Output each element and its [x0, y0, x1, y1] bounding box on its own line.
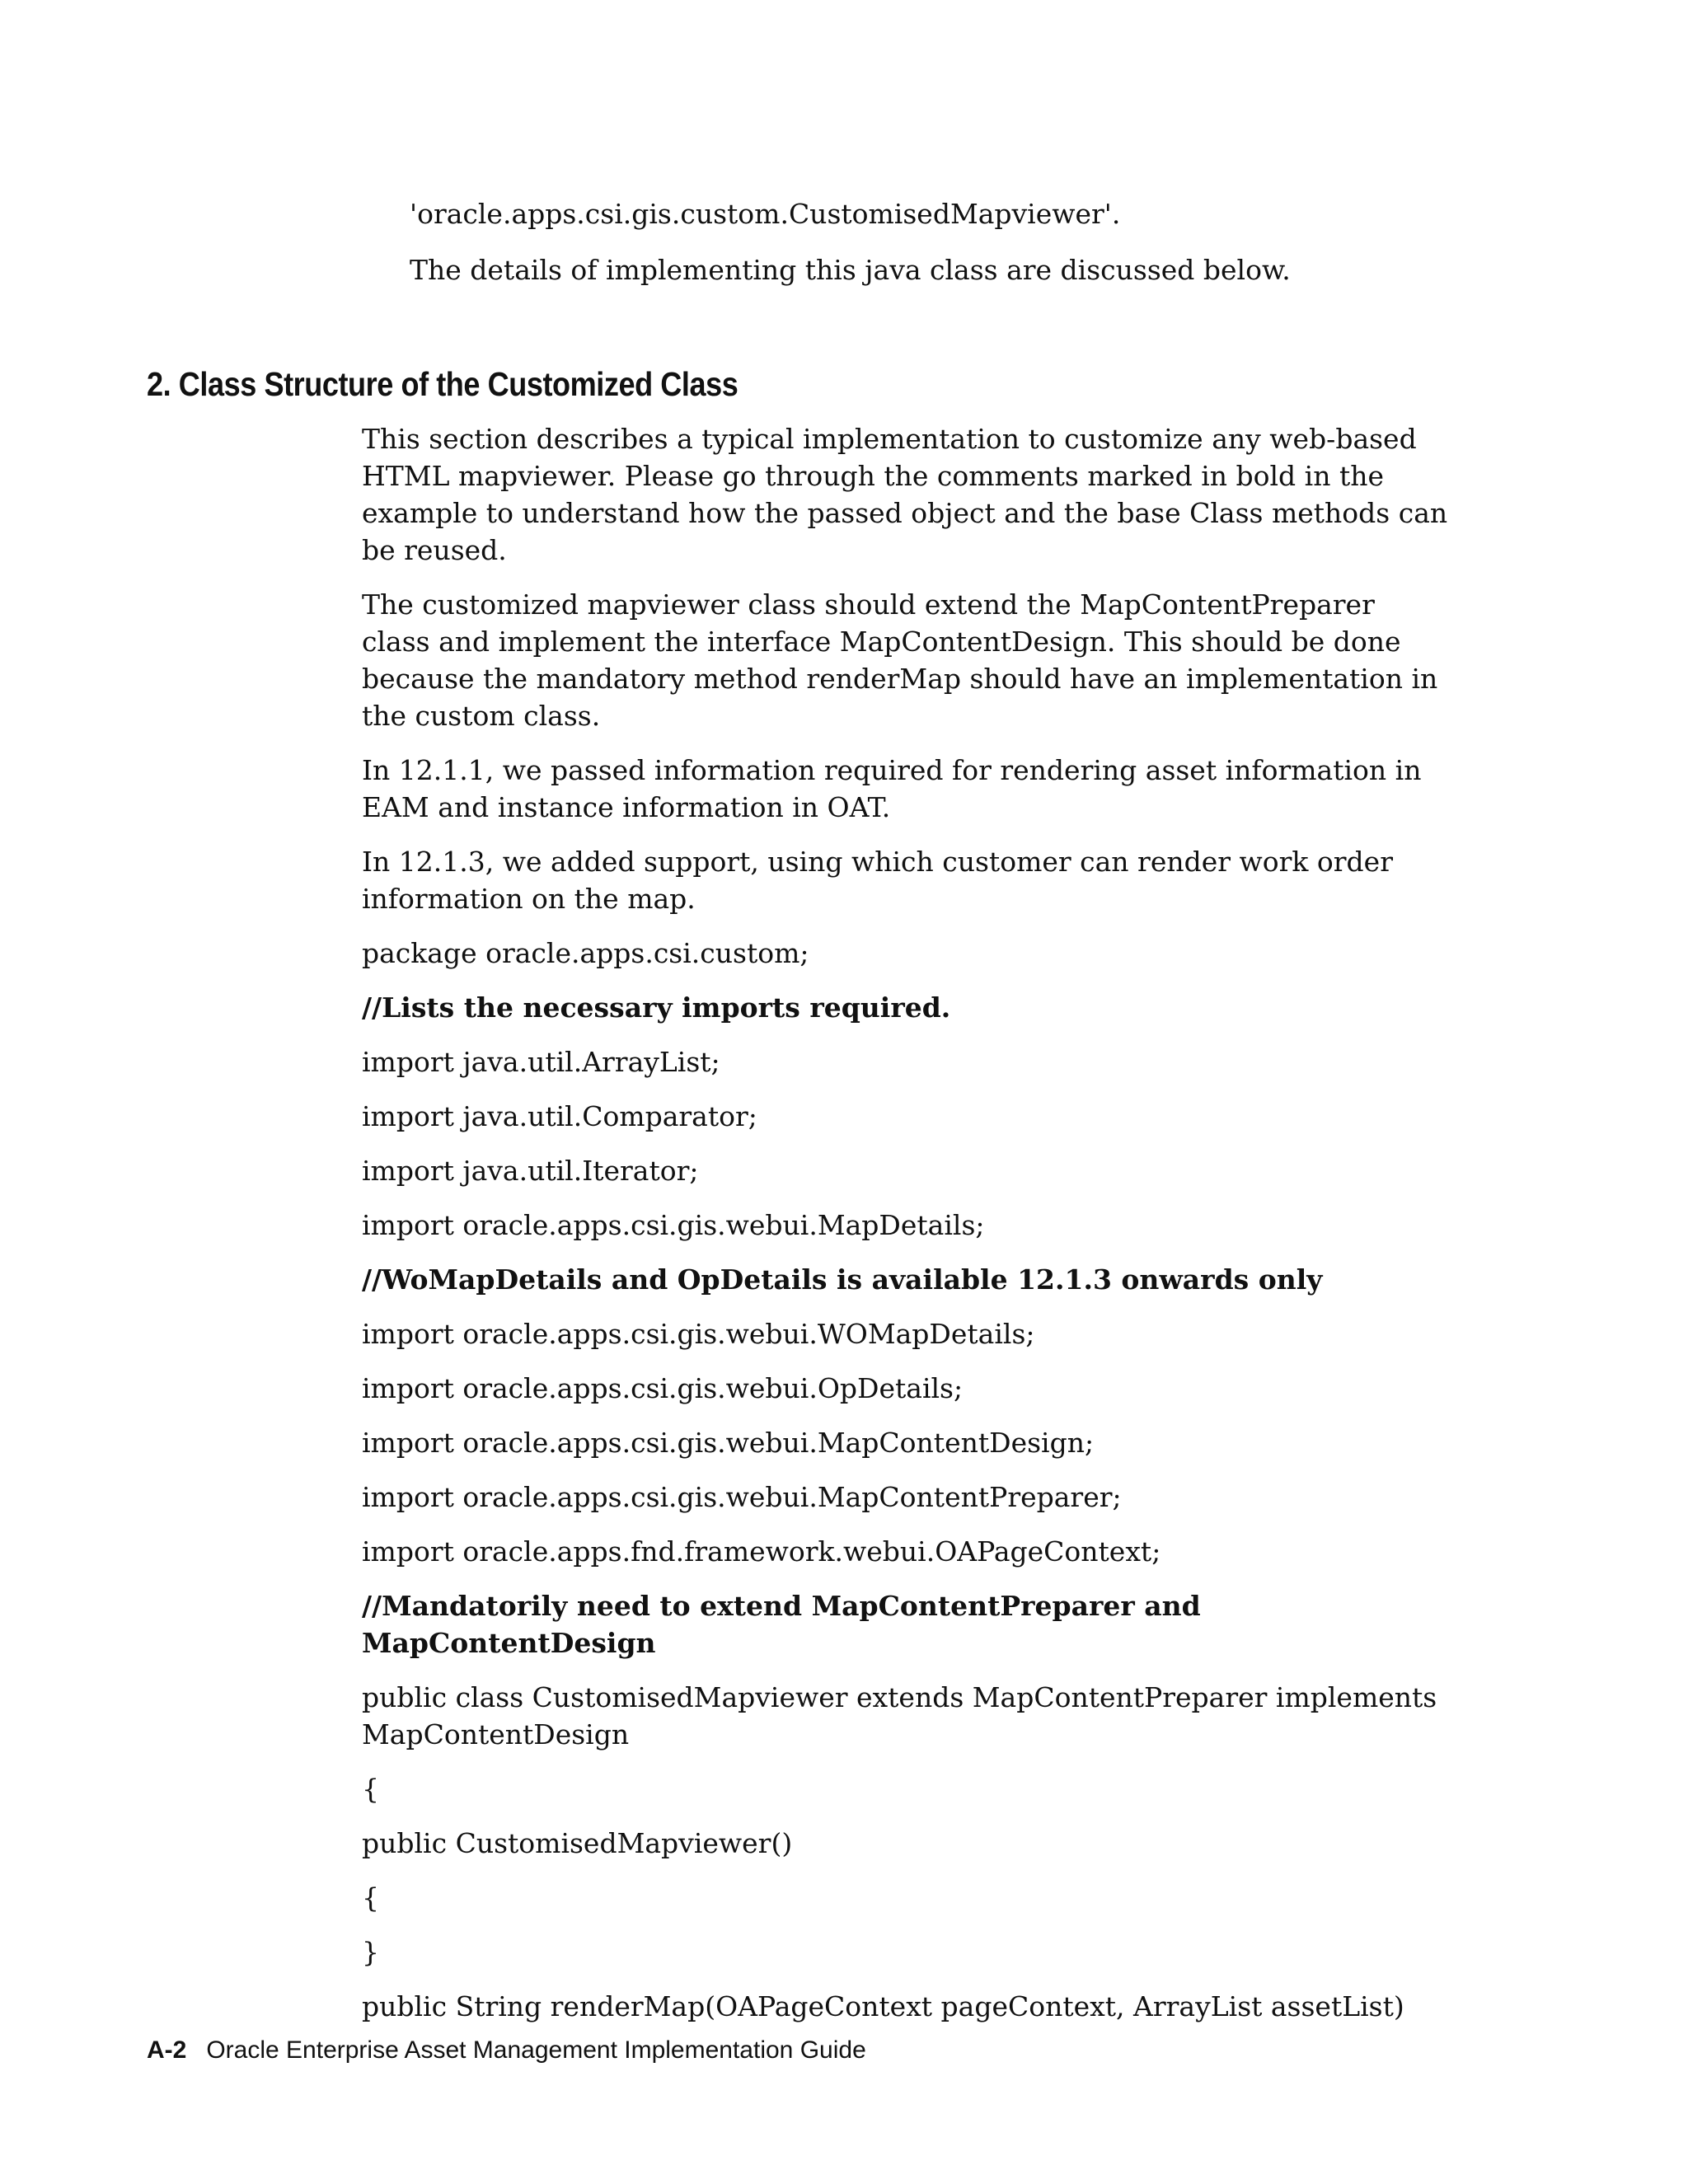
paragraph: In 12.1.3, we added support, using which customer can render work order information on the map.	[362, 846, 1393, 915]
code-comment: //Mandatorily need to extend MapContentPreparer and MapContentDesign	[362, 1590, 1201, 1659]
code-comment: //WoMapDetails and OpDetails is available 12.1.3 onwards only	[362, 1263, 1323, 1296]
code-line: {	[362, 1773, 379, 1805]
section-body	[362, 420, 1450, 2042]
code-line: import oracle.apps.fnd.framework.webui.OAPageContext;	[362, 1535, 1161, 1568]
class-name-line: 'oracle.apps.csi.gis.custom.CustomisedMapviewer'.	[410, 198, 1121, 230]
code-line: import oracle.apps.csi.gis.webui.WOMapDetails;	[362, 1318, 1035, 1350]
page-footer	[147, 2036, 866, 2065]
book-title: Oracle Enterprise Asset Management Implementation Guide	[206, 2036, 866, 2064]
code-line: {	[362, 1882, 379, 1914]
code-line: public class CustomisedMapviewer extends MapContentPreparer implements MapContentDesign	[362, 1681, 1437, 1750]
code-line: package oracle.apps.csi.custom;	[362, 937, 809, 969]
section-heading: 2. Class Structure of the Customized Class	[147, 365, 738, 403]
code-line: public String renderMap(OAPageContext pageContext, ArrayList assetList)	[362, 1990, 1404, 2022]
page-number: A-2	[147, 2036, 187, 2064]
paragraph: This section describes a typical implementation to customize any web-based HTML mapviewer. Please go through the comments marked in bold in the example to understand how the passed object and the base Class methods can be reused.	[362, 423, 1448, 566]
code-line: public CustomisedMapviewer()	[362, 1827, 793, 1859]
code-comment: //Lists the necessary imports required.	[362, 991, 951, 1024]
code-line: }	[362, 1936, 379, 1968]
code-line: import oracle.apps.csi.gis.webui.OpDetails;	[362, 1372, 964, 1404]
code-line: import oracle.apps.csi.gis.webui.MapContentPreparer;	[362, 1481, 1122, 1513]
code-line: import oracle.apps.csi.gis.webui.MapDetails;	[362, 1209, 985, 1241]
paragraph: In 12.1.1, we passed information required for rendering asset information in EAM and instance information in OAT.	[362, 754, 1422, 823]
code-line: import oracle.apps.csi.gis.webui.MapContentDesign;	[362, 1427, 1095, 1459]
intro-text	[410, 196, 1448, 308]
code-line: import java.util.ArrayList;	[362, 1046, 720, 1078]
code-line: import java.util.Iterator;	[362, 1155, 699, 1187]
intro-sentence: The details of implementing this java class are discussed below.	[410, 254, 1291, 286]
paragraph: The customized mapviewer class should extend the MapContentPreparer class and implement the interface MapContentDesign. This should be done because the mandatory method renderMap should have an implementation in the custom class.	[362, 588, 1438, 732]
code-line: import java.util.Comparator;	[362, 1100, 757, 1132]
